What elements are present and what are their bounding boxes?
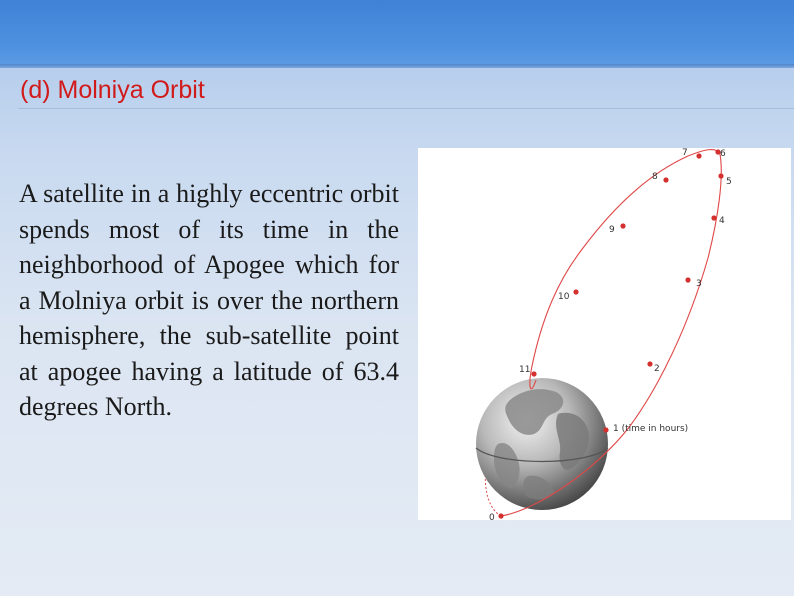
orbit-label-4: 4 bbox=[719, 216, 725, 226]
orbit-label-11: 11 bbox=[519, 365, 531, 375]
orbit-marker-1 bbox=[603, 427, 608, 432]
slide-body-text: A satellite in a highly eccentric orbit spends most of its time in the neighborhood of Apogee which for a Molniya orbit is over the northern hemisphere, the sub-satellite point at apogee having a latitude of 63.4 degrees North. bbox=[19, 179, 399, 421]
orbit-label-0: 0 bbox=[489, 513, 495, 520]
title-divider bbox=[18, 108, 794, 109]
orbit-label-8: 8 bbox=[652, 172, 658, 182]
orbit-marker-0 bbox=[498, 513, 503, 518]
molniya-orbit-figure bbox=[418, 148, 791, 520]
orbit-label-6: 6 bbox=[720, 149, 726, 159]
orbit-marker-3 bbox=[685, 277, 690, 282]
header-divider bbox=[0, 64, 794, 68]
orbit-marker-5 bbox=[718, 173, 723, 178]
orbit-marker-7 bbox=[696, 153, 701, 158]
orbit-label-10: 10 bbox=[558, 292, 570, 302]
orbit-marker-11 bbox=[531, 371, 536, 376]
orbit-marker-10 bbox=[573, 289, 578, 294]
orbit-label-5: 5 bbox=[726, 177, 732, 187]
orbit-marker-8 bbox=[663, 177, 668, 182]
orbit-marker-2 bbox=[647, 361, 652, 366]
orbit-label-7: 7 bbox=[682, 148, 688, 158]
orbit-label-1: 1 (time in hours) bbox=[613, 424, 689, 434]
orbit-label-3: 3 bbox=[696, 279, 702, 289]
earth-globe-icon bbox=[476, 378, 608, 510]
orbit-label-9: 9 bbox=[609, 225, 615, 235]
slide-title: (d) Molniya Orbit bbox=[20, 76, 205, 104]
orbit-label-2: 2 bbox=[654, 364, 660, 374]
orbit-diagram bbox=[418, 148, 791, 520]
orbit-marker-9 bbox=[620, 223, 625, 228]
orbit-marker-4 bbox=[711, 215, 716, 220]
header-band bbox=[0, 0, 794, 66]
